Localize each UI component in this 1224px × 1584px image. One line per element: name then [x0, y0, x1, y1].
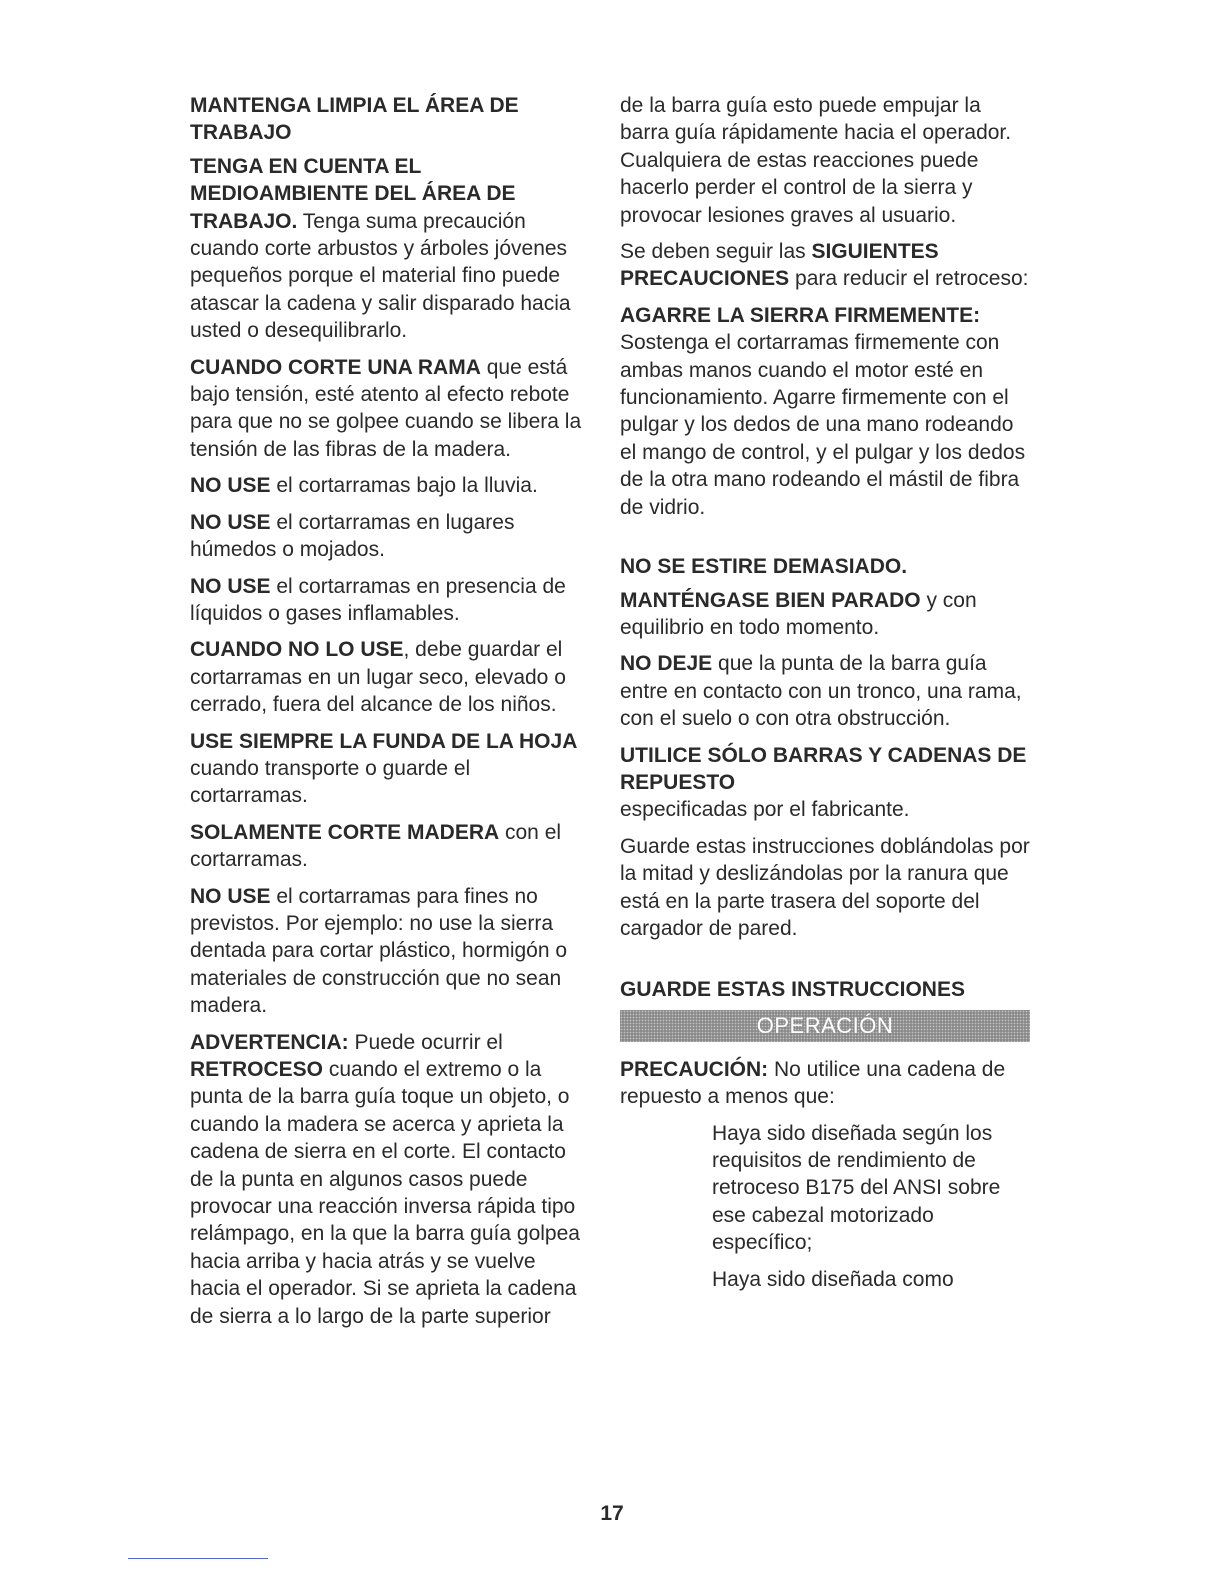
storage-bold: CUANDO NO LO USE: [190, 638, 404, 662]
paragraph-rain: [190, 472, 590, 499]
precautions-text-1: Se deben seguir las: [620, 240, 812, 264]
heading-save-instructions: GUARDE ESTAS INSTRUCCIONES: [620, 978, 965, 1002]
paragraph-caution: [620, 1056, 1030, 1111]
purpose-bold: NO USE: [190, 884, 271, 908]
caution-text: No utilice una cadena de repuesto a menos que:: [620, 1057, 1006, 1109]
branch-text: que está bajo tensión, esté atento al efecto rebote para que no se golpee cuando se libera la tensión de las fibras de la madera.: [190, 355, 582, 461]
heading-replacement: UTILICE SÓLO BARRAS Y CADENAS DE REPUESTO: [620, 743, 1027, 794]
paragraph-grip: Sostenga el cortarramas firmemente con ambas manos cuando el motor esté en funcionamiento. Agarre firmemente con el pulgar y los dedos de una mano rodeando el mango de control, y el pulgar y los dedos de la otra mano rodeando el mástil de fibra de vidrio.: [620, 331, 1026, 519]
paragraph-wet: [190, 509, 590, 564]
rain-bold: NO USE: [190, 474, 271, 498]
condition-2: Haya sido diseñada como: [712, 1267, 954, 1291]
environment-text: Tenga suma precaución cuando corte arbustos y árboles jóvenes pequeños porque el material fino puede atascar la cadena y salir disparado hacia usted o desequilibrarlo.: [190, 209, 571, 343]
precautions-bold: SIGUIENTES PRECAUCIONES: [620, 240, 939, 291]
paragraph-storage: [190, 636, 590, 718]
tip-text: que la punta de la barra guía entre en contacto con un tronco, una rama, con el suelo o con otra obstrucción.: [620, 652, 1022, 731]
tip-bold: NO DEJE: [620, 652, 713, 676]
paragraph-replacement: especificadas por el fabricante.: [620, 798, 910, 822]
heading-work-area: MANTENGA LIMPIA EL ÁREA DE TRABAJO: [190, 94, 519, 145]
environment-bold: TENGA EN CUENTA EL MEDIOAMBIENTE DEL ÁREA DE TRABAJO.: [190, 154, 516, 233]
sheath-bold: USE SIEMPRE LA FUNDA DE LA HOJA: [190, 729, 578, 753]
purpose-text: el cortarramas para fines no previstos. Por ejemplo: no use la sierra dentada para cortar plástico, hormigón o materiales de construcción que no sean madera.: [190, 884, 568, 1018]
footing-bold: MANTÉNGASE BIEN PARADO: [620, 588, 921, 612]
heading-overreach: NO SE ESTIRE DEMASIADO.: [620, 555, 908, 579]
paragraph-sheath: [190, 728, 590, 810]
paragraph-wood: [190, 819, 590, 874]
wet-text: el cortarramas en lugares húmedos o mojados.: [190, 510, 515, 562]
warning-bold-2: RETROCESO: [190, 1058, 324, 1081]
sheath-text: cuando transporte o guarde el cortarramas.: [190, 756, 471, 808]
page-number: 17: [600, 1502, 624, 1525]
precautions-text-2: para reducir el retroceso:: [789, 267, 1029, 291]
condition-1: Haya sido diseñada según los requisitos de rendimiento de retroceso B175 del ANSI sobre ese cabezal motorizado específico;: [712, 1121, 1001, 1255]
footer-rule: [128, 1558, 268, 1559]
flammable-bold: NO USE: [190, 574, 271, 598]
warning-bold: ADVERTENCIA:: [190, 1030, 349, 1054]
paragraph-precautions: [620, 238, 1030, 293]
paragraph-footing: [620, 587, 1030, 642]
right-column: [620, 92, 1030, 1302]
paragraph-branch: [190, 354, 590, 464]
paragraph-continued: de la barra guía esto puede empujar la barra guía rápidamente hacia el operador. Cualquiera de estas reacciones puede hacerlo perder el control de la sierra y provocar lesiones graves al usuario.: [620, 94, 1012, 227]
paragraph-tip: [620, 650, 1030, 732]
section-title-bar: OPERACIÓN: [620, 1010, 1030, 1042]
paragraph-environment: [190, 153, 590, 345]
paragraph-flammable: [190, 573, 590, 628]
wood-bold: SOLAMENTE CORTE MADERA: [190, 820, 500, 844]
wet-bold: NO USE: [190, 510, 271, 534]
heading-grip: AGARRE LA SIERRA FIRMEMENTE:: [620, 303, 981, 327]
rain-text: el cortarramas bajo la lluvia.: [270, 474, 538, 498]
caution-bold: PRECAUCIÓN:: [620, 1057, 769, 1081]
branch-bold: CUANDO CORTE UNA RAMA: [190, 355, 481, 379]
warning-text-1: Puede ocurrir el: [348, 1030, 503, 1054]
flammable-text: el cortarramas en presencia de líquidos o gases inflamables.: [190, 574, 566, 625]
wood-text: con el cortarramas.: [190, 820, 562, 872]
footing-text: y con equilibrio en todo momento.: [620, 588, 977, 639]
storage-text: , debe guardar el cortarramas en un lugar seco, elevado o cerrado, fuera del alcance de los niños.: [190, 638, 566, 717]
warning-text-2: cuando el extremo o la punta de la barra guía toque un objeto, o cuando la madera se acerca y aprieta la cadena de sierra en el corte. El contacto de la punta en algunos casos puede provocar una reacción inversa rápida tipo relámpago, en la que la barra guía golpea hacia arriba y hacia atrás y se vuelve hacia el operador. Si se aprieta la cadena de sierra a lo largo de la parte superior: [190, 1058, 580, 1328]
paragraph-warning: [190, 1029, 590, 1330]
left-column: [190, 92, 590, 1339]
paragraph-purpose: [190, 883, 590, 1020]
paragraph-store: Guarde estas instrucciones doblándolas por la mitad y deslizándolas por la ranura que está en la parte trasera del soporte del cargador de pared.: [620, 834, 1030, 940]
